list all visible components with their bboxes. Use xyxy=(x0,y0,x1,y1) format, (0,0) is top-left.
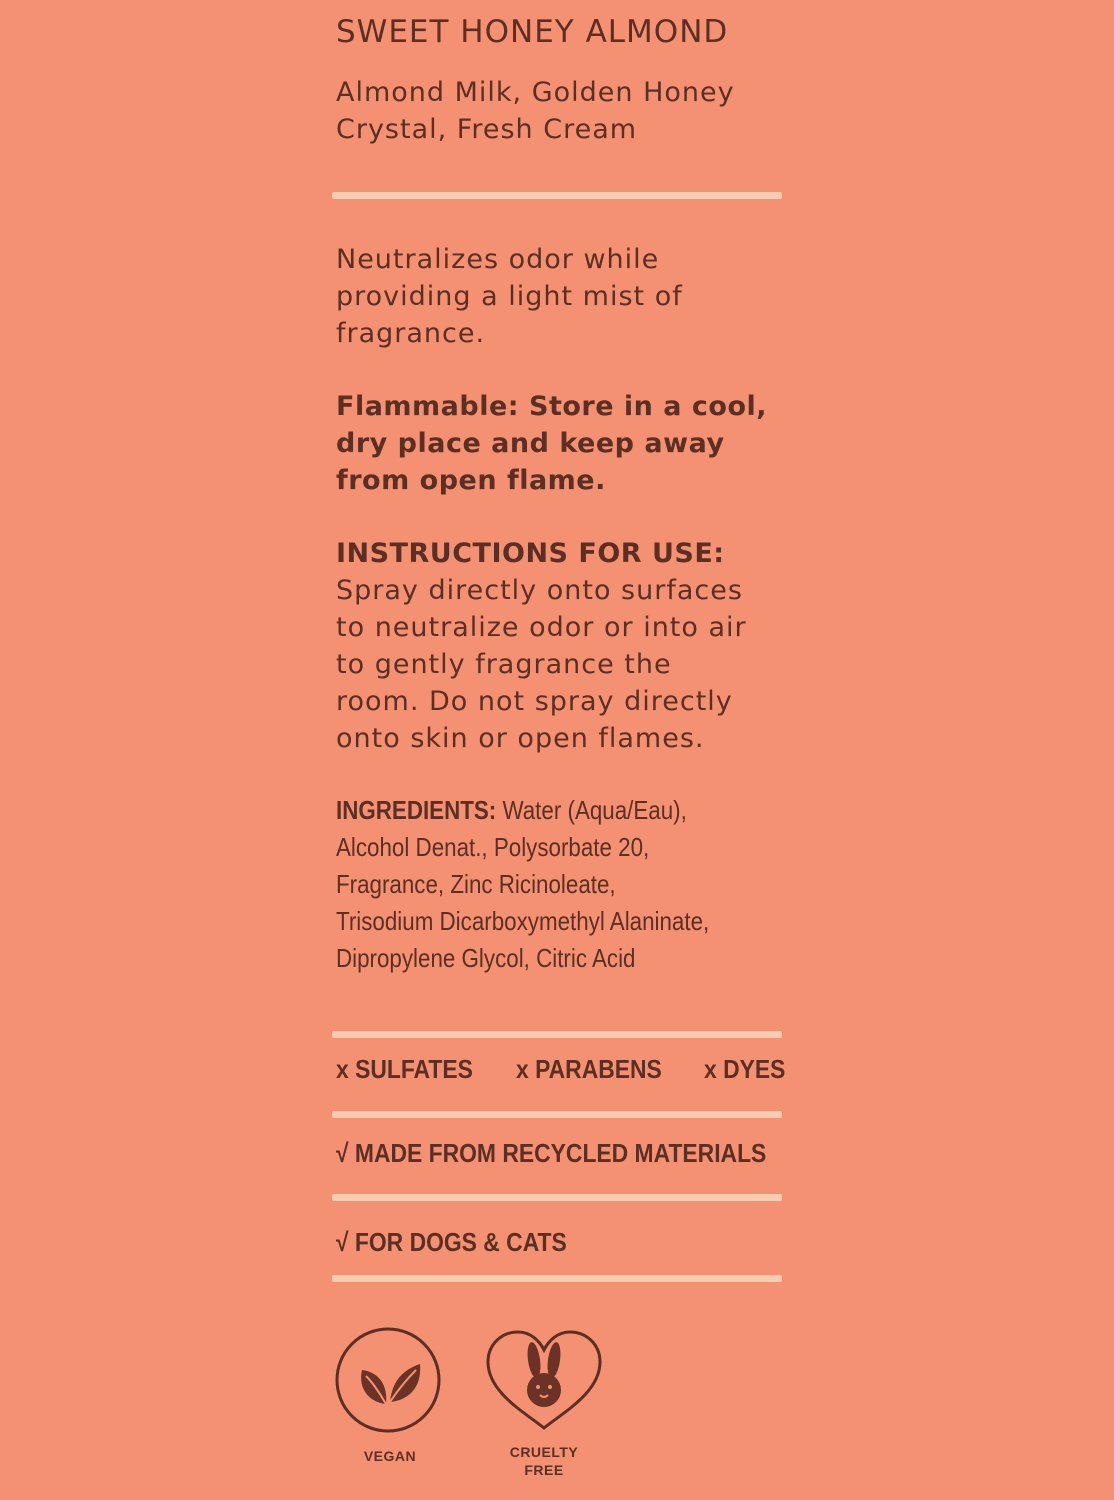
instructions-line: onto skin or open flames. xyxy=(336,723,705,754)
recycled-claim: √ MADE FROM RECYCLED MATERIALS xyxy=(336,1138,767,1168)
description-line: Neutralizes odor while xyxy=(336,244,660,275)
ingredients-line xyxy=(336,792,800,829)
flammable-warning xyxy=(336,388,796,499)
divider xyxy=(332,192,782,199)
description-line: fragrance. xyxy=(336,318,486,349)
divider xyxy=(332,1275,782,1282)
ingredients-line: Trisodium Dicarboxymethyl Alaninate, xyxy=(336,906,710,936)
fragrance-notes xyxy=(336,74,735,148)
pets-claim: √ FOR DOGS & CATS xyxy=(336,1227,567,1257)
instructions-line: Spray directly onto surfaces xyxy=(336,575,743,606)
notes-line: Almond Milk, Golden Honey xyxy=(336,77,735,108)
ingredients-line: Dipropylene Glycol, Citric Acid xyxy=(336,943,636,973)
ingredients-text: Water (Aqua/Eau), xyxy=(502,795,687,825)
divider xyxy=(332,1194,782,1201)
instructions-heading: INSTRUCTIONS FOR USE: xyxy=(336,538,725,569)
leaf-icon xyxy=(334,1326,442,1434)
instructions-line: to neutralize odor or into air xyxy=(336,612,747,643)
instructions xyxy=(336,535,796,757)
ingredients-line: Fragrance, Zinc Ricinoleate, xyxy=(336,869,616,899)
notes-line: Crystal, Fresh Cream xyxy=(336,114,638,145)
ingredients-label: INGREDIENTS: xyxy=(336,795,497,825)
ingredients xyxy=(336,792,800,977)
description xyxy=(336,241,796,352)
cruelty-free-line: CRUELTY xyxy=(509,1444,579,1460)
divider xyxy=(332,1031,782,1038)
warning-line: from open flame. xyxy=(336,465,606,496)
cruelty-free-label xyxy=(502,1443,586,1479)
free-from-dyes: x DYES xyxy=(704,1054,786,1084)
vegan-badge xyxy=(334,1326,442,1434)
cruelty-free-line: FREE xyxy=(524,1462,564,1478)
vegan-label: VEGAN xyxy=(363,1448,417,1464)
free-from-parabens: x PARABENS xyxy=(516,1054,662,1084)
cruelty-free-badge xyxy=(484,1328,604,1432)
free-from-sulfates: x SULFATES xyxy=(336,1054,473,1084)
product-name: SWEET HONEY ALMOND xyxy=(336,14,729,50)
description-line: providing a light mist of xyxy=(336,281,683,312)
instructions-line: to gently fragrance the xyxy=(336,649,672,680)
rabbit-heart-icon xyxy=(484,1328,604,1432)
warning-line: Flammable: Store in a cool, xyxy=(336,391,768,422)
warning-line: dry place and keep away xyxy=(336,428,725,459)
divider xyxy=(332,1111,782,1118)
instructions-line: room. Do not spray directly xyxy=(336,686,733,717)
ingredients-line: Alcohol Denat., Polysorbate 20, xyxy=(336,832,650,862)
